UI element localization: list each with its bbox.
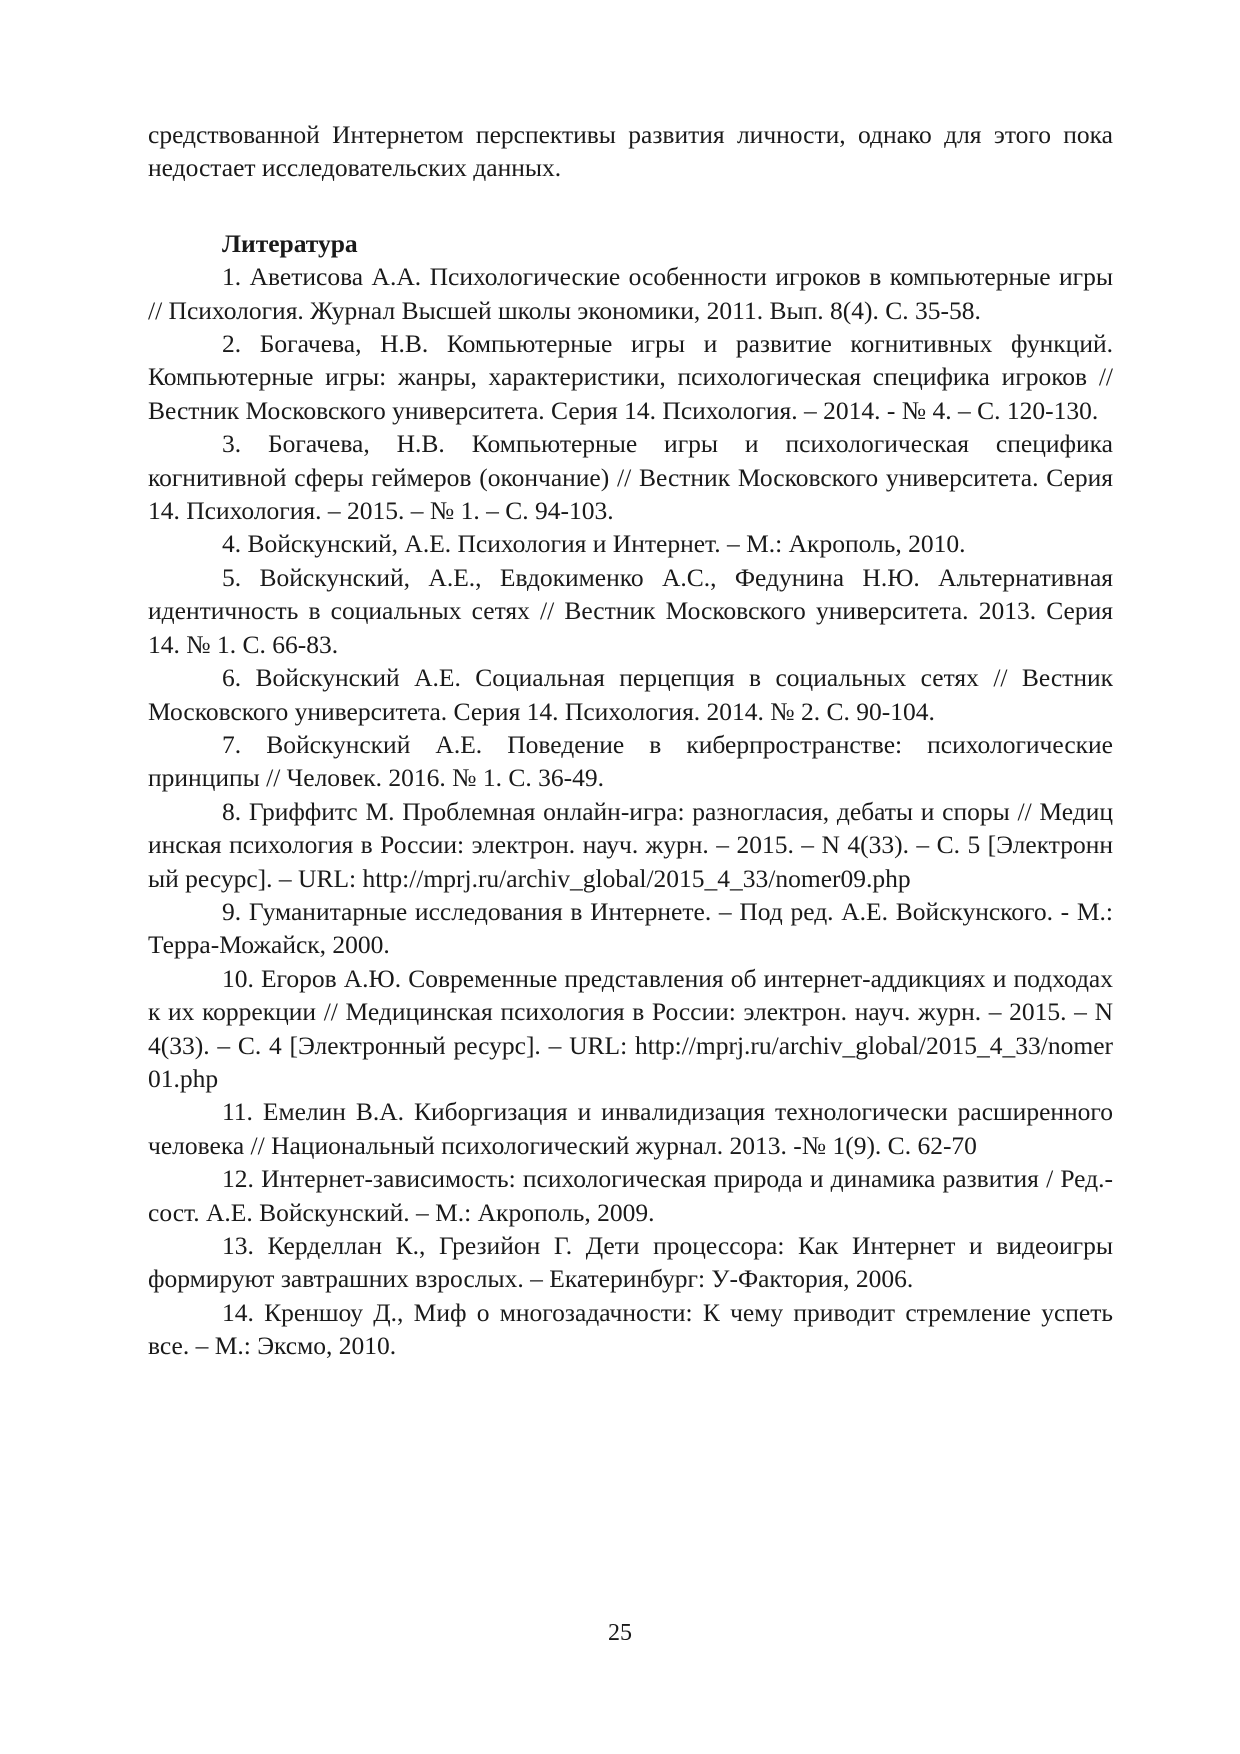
reference-number: 8.: [222, 796, 242, 826]
reference-number: 5.: [222, 562, 242, 592]
reference-text: Гриффитс М. Проблемная онлайн-игра: разногласия, дебаты и споры // Медицинская психология в России: электрон. науч. журн. – 2015. – N 4(33). – С. 5 [Электронный ресурс]. – URL: http://mprj.ru/archiv_global/2015_4_33/nomer09.php: [148, 796, 1113, 893]
reference-number: 9.: [222, 896, 242, 926]
reference-item: [148, 795, 1113, 895]
references-list: [148, 260, 1113, 1362]
reference-text: Богачева, Н.В. Компьютерные игры и развитие когнитивных функций. Компьютерные игры: жанры, характеристики, психологическая специфика игроков // Вестник Московского университета. Серия 14. Психология. – 2014. - № 4. – С. 120-130.: [148, 329, 1113, 425]
reference-number: 12.: [222, 1164, 254, 1194]
reference-text: Керделлан К., Грезийон Г. Дети процессора: Как Интернет и видеоигры формируют завтрашних взрослых. – Екатеринбург: У-Фактория, 2006.: [148, 1231, 1114, 1294]
reference-item: [148, 1095, 1113, 1162]
reference-item: [148, 1229, 1113, 1296]
reference-text: Гуманитарные исследования в Интернете. – Под ред. А.Е. Войскунского. - М.: Терра-Можайск, 2000.: [148, 896, 1114, 960]
reference-text: Войскунский А.Е. Поведение в киберпространстве: психологические принципы // Человек. 2016. № 1. С. 36-49.: [148, 729, 1113, 793]
reference-number: 11.: [222, 1097, 253, 1127]
reference-text: Войскунский, А.Е. Психология и Интернет. – М.: Акрополь, 2010.: [247, 529, 966, 559]
page-number: 25: [608, 1620, 632, 1646]
reference-item: [148, 527, 1113, 560]
reference-number: 6.: [222, 663, 242, 693]
reference-item: [148, 895, 1113, 962]
reference-text: Интернет-зависимость: психологическая природа и динамика развития / Ред.-сост. А.Е. Войскунский. – М.: Акрополь, 2009.: [148, 1164, 1114, 1227]
reference-item: [148, 561, 1113, 661]
reference-number: 4.: [222, 529, 242, 559]
page-body: [148, 118, 1113, 1363]
reference-item: [148, 962, 1113, 1096]
reference-text: Емелин В.А. Киборгизация и инвалидизация технологически расширенного человека // Национальный психологический журнал. 2013. -№ 1(9). С. 62-70: [148, 1097, 1114, 1160]
reference-text: Богачева, Н.В. Компьютерные игры и психологическая специфика когнитивной сферы геймеров (окончание) // Вестник Московского университета. Серия 14. Психология. – 2015. – № 1. – С. 94-103.: [148, 429, 1113, 526]
reference-text: Аветисова А.А. Психологические особенности игроков в компьютерные игры // Психология. Журнал Высшей школы экономики, 2011. Вып. 8(4). С. 35-58.: [148, 262, 1114, 325]
reference-number: 1.: [222, 262, 242, 292]
reference-item: [148, 728, 1113, 795]
reference-number: 13.: [222, 1231, 254, 1260]
reference-item: [148, 327, 1113, 427]
reference-number: 3.: [222, 429, 242, 459]
reference-number: 10.: [222, 963, 254, 993]
reference-text: Егоров А.Ю. Современные представления об интернет-аддикциях и подходах к их коррекции // Медицинская психология в России: электрон. науч. журн. – 2015. – N 4(33). – С. 4 [Электронный ресурс]. – URL: http://mprj.ru/archiv_global/2015_4_33/nomer01.php: [148, 963, 1113, 1093]
reference-text: Войскунский, А.Е., Евдокименко А.С., Федунина Н.Ю. Альтернативная идентичность в социальных сетях // Вестник Московского университета. 2013. Серия 14. № 1. С. 66-83.: [148, 562, 1114, 659]
reference-item: [148, 661, 1113, 728]
reference-item: [148, 1162, 1113, 1229]
reference-item: [148, 427, 1113, 527]
intro-paragraph: средствованной Интернетом перспективы развития личности, однако для этого пока недостает исследовательских данных.: [148, 120, 1113, 183]
references-heading: Литература: [222, 228, 358, 258]
reference-text: Войскунский А.Е. Социальная перцепция в социальных сетях // Вестник Московского университета. Серия 14. Психология. 2014. № 2. С. 90-104.: [148, 663, 1113, 726]
reference-item: [148, 1296, 1113, 1363]
reference-number: 14.: [222, 1297, 254, 1327]
reference-text: Креншоу Д., Миф о многозадачности: К чему приводит стремление успеть все. – М.: Эксмо, 2010.: [148, 1297, 1114, 1361]
reference-item: [148, 260, 1113, 327]
reference-number: 2.: [222, 329, 242, 359]
reference-number: 7.: [222, 729, 242, 759]
